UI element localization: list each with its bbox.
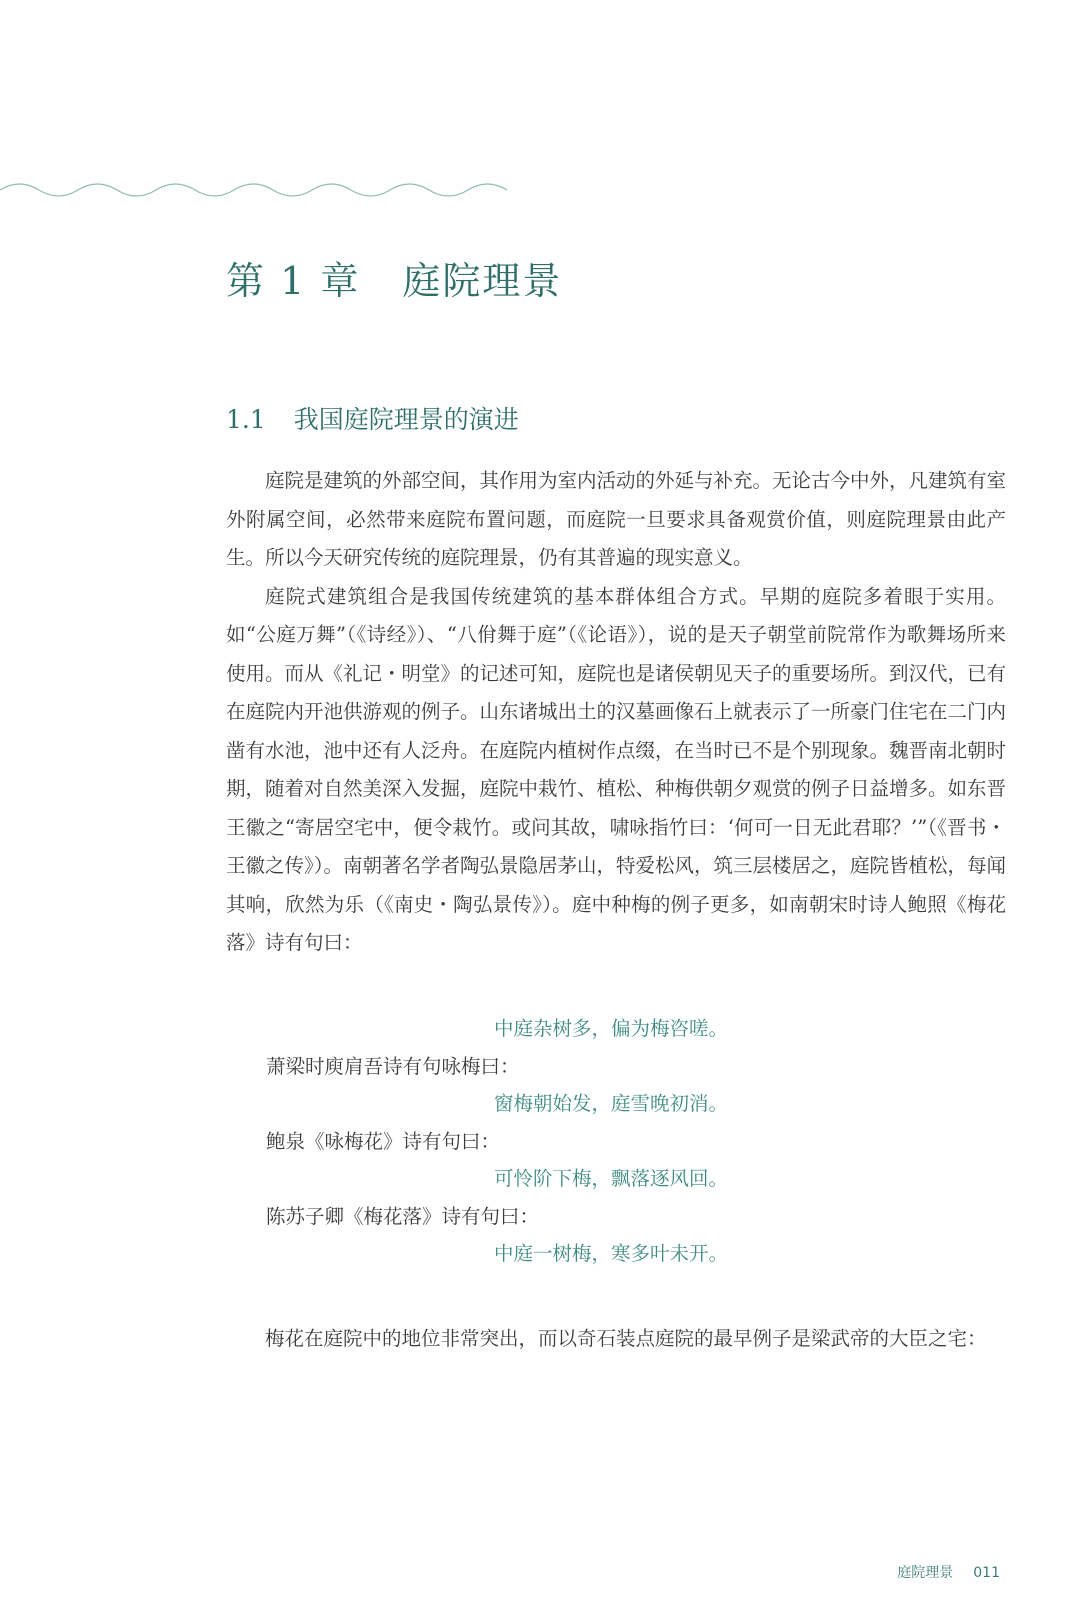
poem-intro: 鲍泉《咏梅花》诗有句曰： (266, 1129, 501, 1153)
poem-intro: 萧梁时庾肩吾诗有句咏梅曰： (266, 1054, 520, 1078)
poem-line: 中庭杂树多，偏为梅咨嗟。 (494, 1017, 729, 1040)
wave-ornament-icon (0, 176, 520, 200)
section-name: 我国庭院理景的演进 (293, 405, 519, 434)
chapter-title (226, 250, 562, 305)
chapter-name: 庭院理景 (402, 259, 563, 303)
poem-line: 可怜阶下梅，飘落逐风回。 (494, 1167, 729, 1190)
section-title (226, 400, 519, 436)
paragraph: 庭院式建筑组合是我国传统建筑的基本群体组合方式。早期的庭院多着眼于实用。如“公庭万舞”（《诗经》）、“八佾舞于庭”（《论语》），说的是天子朝堂前院常作为歌舞场所来使用。而从《礼记・明堂》的记述可知，庭院也是诸侯朝见天子的重要场所。到汉代，已有在庭院内开池供游观的例子。山东诸城出土的汉墓画像石上就表示了一所豪门住宅在二门内凿有水池，池中还有人泛舟。在庭院内植树作点缀，在当时已不是个别现象。魏晋南北朝时期，随着对自然美深入发掘，庭院中栽竹、植松、种梅供朝夕观赏的例子日益增多。如东晋王徽之“寄居空宅中，便令栽竹。或问其故，啸咏指竹曰：‘何可一日无此君耶？’”（《晋书・王徽之传》）。南朝著名学者陶弘景隐居茅山，特爱松风，筑三层楼居之，庭院皆植松，每闻其响，欣然为乐（《南史・陶弘景传》）。庭中种梅的例子更多，如南朝宋时诗人鲍照《梅花落》诗有句曰： (226, 584, 1007, 954)
page-number: 011 (973, 1565, 1000, 1581)
poem-line: 中庭一树梅，寒多叶未开。 (494, 1242, 729, 1265)
poem-intro: 陈苏子卿《梅花落》诗有句曰： (266, 1204, 540, 1228)
poem-line: 窗梅朝始发，庭雪晚初消。 (494, 1092, 729, 1115)
section-number: 1.1 (226, 405, 266, 434)
poem-quotations (226, 1010, 1006, 1273)
chapter-number: 第 1 章 (226, 259, 361, 303)
page-footer (897, 1562, 1000, 1582)
closing-paragraph: 梅花在庭院中的地位非常突出，而以奇石装点庭院的最早例子是梁武帝的大臣之宅： (265, 1327, 987, 1350)
paragraph: 庭院是建筑的外部空间，其作用为室内活动的外延与补充。无论古今中外，凡建筑有室外附属空间，必然带来庭院布置问题，而庭院一旦要求具备观赏价值，则庭院理景由此产生。所以今天研究传统的庭院理景，仍有其普遍的现实意义。 (226, 469, 1007, 569)
body-text (226, 462, 1006, 963)
running-title: 庭院理景 (897, 1565, 954, 1581)
